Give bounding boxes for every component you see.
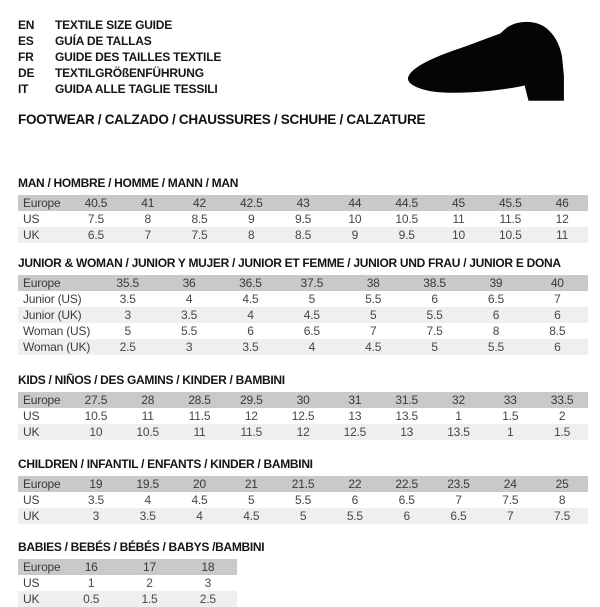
size-cell: 36.5 xyxy=(239,276,262,290)
size-cell: 1.5 xyxy=(502,409,519,423)
size-cell: 21 xyxy=(244,477,258,491)
size-cell: 4 xyxy=(144,493,151,507)
language-code: FR xyxy=(18,50,34,64)
size-cell: 10.5 xyxy=(84,409,108,423)
size-cell: 3.5 xyxy=(119,292,136,306)
shoe-icon xyxy=(403,16,585,108)
row-label: UK xyxy=(23,509,40,523)
size-cell: 38.5 xyxy=(423,276,446,290)
size-row xyxy=(18,408,588,424)
section-title: BABIES / BEBÉS / BÉBÉS / BABYS /BAMBINI xyxy=(18,540,265,554)
size-cell: 23.5 xyxy=(447,477,470,491)
row-label: Woman (UK) xyxy=(23,340,91,354)
size-cell: 31.5 xyxy=(395,393,418,407)
size-cell: 5 xyxy=(299,509,307,523)
size-cell: 7.5 xyxy=(87,212,104,226)
size-row xyxy=(18,559,237,575)
language-code: EN xyxy=(18,18,35,32)
size-cell: 8 xyxy=(248,228,255,242)
row-label: Junior (UK) xyxy=(23,308,82,322)
size-cell: 8.5 xyxy=(549,324,566,338)
size-cell: 6 xyxy=(247,324,254,338)
size-cell: 8.5 xyxy=(191,212,208,226)
size-cell: 6 xyxy=(492,308,500,322)
section-title: CHILDREN / INFANTIL / ENFANTS / KINDER / BAMBINI xyxy=(18,457,313,471)
size-cell: 4 xyxy=(247,308,254,322)
size-cell: 11.5 xyxy=(240,425,263,439)
size-cell: 46 xyxy=(555,196,569,210)
size-cell: 12 xyxy=(244,409,258,423)
size-section-2 xyxy=(18,257,588,355)
size-cell: 7.5 xyxy=(502,493,519,507)
row-label: Europe xyxy=(23,276,61,290)
size-cell: 41 xyxy=(141,196,155,210)
size-cell: 22.5 xyxy=(395,477,418,491)
size-cell: 6 xyxy=(554,308,561,322)
size-cell: 9 xyxy=(248,212,255,226)
size-cell: 4.5 xyxy=(303,308,320,322)
size-cell: 4.5 xyxy=(191,493,208,507)
size-cell: 8.5 xyxy=(295,228,312,242)
size-cell: 5.5 xyxy=(487,340,504,354)
size-cell: 2.5 xyxy=(199,592,216,606)
section-title: KIDS / NIÑOS / DES GAMINS / KINDER / BAMBINI xyxy=(18,373,285,387)
size-row xyxy=(18,211,588,227)
size-cell: 39 xyxy=(489,276,503,290)
size-cell: 28 xyxy=(141,393,155,407)
size-cell: 3 xyxy=(204,576,212,590)
size-cell: 1 xyxy=(87,576,95,590)
size-cell: 0.5 xyxy=(83,592,100,606)
size-cell: 11 xyxy=(141,409,154,423)
size-row xyxy=(18,291,588,307)
row-label: Europe xyxy=(23,393,61,407)
size-cell: 12 xyxy=(296,425,310,439)
size-cell: 7 xyxy=(455,493,462,507)
size-cell: 5 xyxy=(308,292,316,306)
row-label: UK xyxy=(23,425,40,439)
size-cell: 12 xyxy=(555,212,569,226)
size-row xyxy=(18,476,588,492)
row-label: Europe xyxy=(23,477,61,491)
size-cell: 13.5 xyxy=(447,425,470,439)
size-cell: 10 xyxy=(452,228,465,242)
size-cell: 6.5 xyxy=(450,509,467,523)
size-row xyxy=(18,195,588,211)
size-cell: 2 xyxy=(146,576,153,590)
size-cell: 30 xyxy=(296,393,310,407)
size-cell: 5 xyxy=(124,324,131,338)
guide-header xyxy=(18,14,588,127)
size-cell: 5.5 xyxy=(295,493,312,507)
category-heading: FOOTWEAR / CALZADO / CHAUSSURES / SCHUHE / CALZATURE xyxy=(18,112,426,127)
size-cell: 33.5 xyxy=(550,393,574,407)
size-cell: 7.5 xyxy=(191,228,208,242)
size-cell: 11 xyxy=(193,425,206,439)
size-cell: 29.5 xyxy=(240,393,263,407)
size-cell: 12.5 xyxy=(343,425,367,439)
size-cell: 7.5 xyxy=(426,324,443,338)
size-cell: 16 xyxy=(84,560,98,574)
size-cell: 31 xyxy=(348,393,362,407)
size-row xyxy=(18,424,588,440)
size-row xyxy=(18,227,588,243)
size-cell: 19.5 xyxy=(136,477,159,491)
size-cell: 19 xyxy=(89,477,103,491)
size-cell: 17 xyxy=(143,560,156,574)
language-label: GUIDA ALLE TAGLIE TESSILI xyxy=(55,82,218,96)
size-cell: 40 xyxy=(550,276,564,290)
size-cell: 6 xyxy=(403,509,410,523)
size-cell: 1 xyxy=(455,409,462,423)
size-cell: 9.5 xyxy=(398,228,415,242)
row-label: UK xyxy=(23,592,40,606)
size-cell: 7.5 xyxy=(554,509,571,523)
size-cell: 10.5 xyxy=(136,425,159,439)
size-cell: 6.5 xyxy=(303,324,320,338)
size-row xyxy=(18,492,588,508)
size-section-1 xyxy=(18,177,588,243)
size-row xyxy=(18,275,588,291)
row-label: Woman (US) xyxy=(23,324,91,338)
language-label: GUIDE DES TAILLES TEXTILE xyxy=(55,50,222,64)
size-cell: 4.5 xyxy=(242,292,259,306)
language-code: IT xyxy=(18,82,29,96)
size-cell: 10 xyxy=(89,425,103,439)
size-cell: 1 xyxy=(507,425,514,439)
language-code: ES xyxy=(18,34,34,48)
size-table xyxy=(18,476,588,524)
row-label: Junior (US) xyxy=(23,292,82,306)
size-cell: 11 xyxy=(452,212,465,226)
size-cell: 4 xyxy=(196,509,203,523)
size-cell: 10 xyxy=(348,212,362,226)
size-cell: 35.5 xyxy=(116,276,139,290)
size-cell: 40.5 xyxy=(84,196,108,210)
size-cell: 6 xyxy=(554,340,561,354)
size-cell: 10.5 xyxy=(498,228,522,242)
size-table xyxy=(18,195,588,243)
size-cell: 36 xyxy=(182,276,196,290)
size-cell: 2 xyxy=(558,409,566,423)
size-section-4 xyxy=(18,458,588,524)
language-label: TEXTILE SIZE GUIDE xyxy=(55,18,173,32)
size-cell: 43 xyxy=(296,196,310,210)
size-row xyxy=(18,339,588,355)
size-table xyxy=(18,275,588,355)
size-cell: 13 xyxy=(400,425,414,439)
section-title: MAN / HOMBRE / HOMME / MANN / MAN xyxy=(18,176,239,190)
size-cell: 42 xyxy=(193,196,206,210)
size-cell: 4 xyxy=(308,340,316,354)
size-cell: 6.5 xyxy=(398,493,415,507)
size-row xyxy=(18,392,588,408)
row-label: US xyxy=(23,212,40,226)
size-cell: 5 xyxy=(369,308,377,322)
size-row xyxy=(18,508,588,524)
size-cell: 11.5 xyxy=(499,212,522,226)
size-cell: 11 xyxy=(556,228,569,242)
size-cell: 11.5 xyxy=(188,409,211,423)
size-cell: 7 xyxy=(369,324,377,338)
row-label: Europe xyxy=(23,560,61,574)
size-cell: 3.5 xyxy=(87,493,104,507)
size-cell: 5.5 xyxy=(181,324,198,338)
size-cell: 13 xyxy=(348,409,362,423)
size-section-3 xyxy=(18,374,588,440)
size-cell: 6.5 xyxy=(487,292,504,306)
size-cell: 45.5 xyxy=(498,196,522,210)
size-cell: 10.5 xyxy=(395,212,418,226)
row-label: US xyxy=(23,409,40,423)
size-cell: 45 xyxy=(452,196,465,210)
size-cell: 5.5 xyxy=(346,509,363,523)
size-cell: 3 xyxy=(124,308,131,322)
size-cell: 6 xyxy=(351,493,359,507)
size-cell: 27.5 xyxy=(84,393,108,407)
size-cell: 5 xyxy=(248,493,255,507)
size-cell: 1.5 xyxy=(554,425,571,439)
size-cell: 3.5 xyxy=(181,308,198,322)
size-cell: 7 xyxy=(144,228,151,242)
size-cell: 1.5 xyxy=(141,592,158,606)
size-cell: 18 xyxy=(201,560,215,574)
size-cell: 44 xyxy=(348,196,362,210)
size-row xyxy=(18,575,237,591)
size-cell: 7 xyxy=(507,509,514,523)
size-cell: 3 xyxy=(92,509,100,523)
size-cell: 38 xyxy=(366,276,380,290)
size-cell: 12.5 xyxy=(291,409,315,423)
size-cell: 5.5 xyxy=(426,308,443,322)
size-cell: 13.5 xyxy=(395,409,418,423)
row-label: UK xyxy=(23,228,40,242)
size-row xyxy=(18,323,588,339)
size-row xyxy=(18,307,588,323)
language-label: TEXTILGRÖßENFÜHRUNG xyxy=(55,66,204,80)
size-cell: 3 xyxy=(185,340,193,354)
row-label: Europe xyxy=(23,196,61,210)
size-cell: 8 xyxy=(558,493,566,507)
size-cell: 8 xyxy=(144,212,151,226)
size-cell: 8 xyxy=(492,324,500,338)
size-cell: 9.5 xyxy=(295,212,312,226)
size-tables xyxy=(18,177,588,607)
size-cell: 3.5 xyxy=(139,509,156,523)
size-cell: 24 xyxy=(503,477,517,491)
size-cell: 25 xyxy=(555,477,569,491)
size-cell: 5 xyxy=(431,340,438,354)
size-cell: 6 xyxy=(431,292,438,306)
size-cell: 32 xyxy=(452,393,465,407)
size-table xyxy=(18,392,588,440)
size-section-5 xyxy=(18,541,588,607)
size-cell: 6.5 xyxy=(87,228,104,242)
row-label: US xyxy=(23,576,40,590)
size-cell: 42.5 xyxy=(240,196,263,210)
size-cell: 37.5 xyxy=(300,276,324,290)
size-cell: 4.5 xyxy=(365,340,382,354)
language-label: GUÍA DE TALLAS xyxy=(55,34,152,48)
size-cell: 5.5 xyxy=(365,292,382,306)
size-cell: 33 xyxy=(503,393,517,407)
size-row xyxy=(18,591,237,607)
size-cell: 9 xyxy=(351,228,359,242)
language-code: DE xyxy=(18,66,35,80)
size-cell: 3.5 xyxy=(242,340,259,354)
size-cell: 28.5 xyxy=(188,393,211,407)
size-cell: 2.5 xyxy=(119,340,136,354)
section-title: JUNIOR & WOMAN / JUNIOR Y MUJER / JUNIOR ET FEMME / JUNIOR UND FRAU / JUNIOR E DONA xyxy=(18,256,561,270)
size-cell: 4.5 xyxy=(243,509,260,523)
size-cell: 21.5 xyxy=(291,477,315,491)
size-cell: 44.5 xyxy=(395,196,418,210)
size-cell: 22 xyxy=(348,477,362,491)
size-cell: 7 xyxy=(554,292,561,306)
size-cell: 4 xyxy=(185,292,193,306)
row-label: US xyxy=(23,493,40,507)
size-cell: 20 xyxy=(193,477,206,491)
